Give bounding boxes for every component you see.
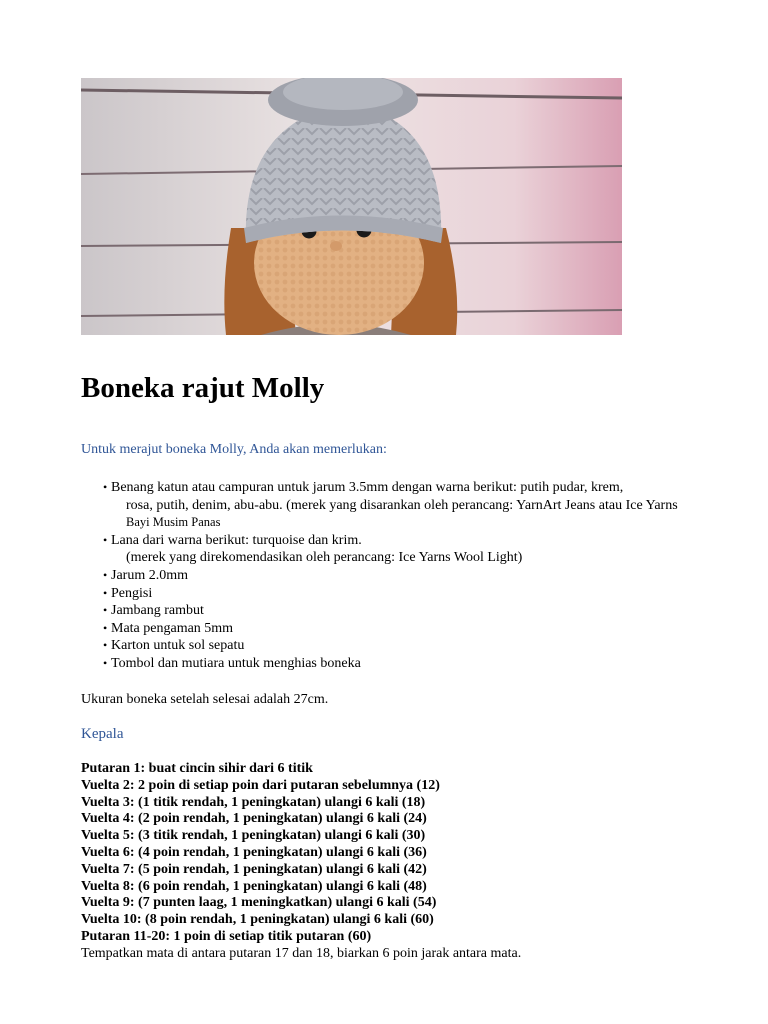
list-item: • Jarum 2.0mm	[103, 567, 743, 585]
section-heading-kepala: Kepala	[81, 726, 124, 742]
pattern-round: Putaran 1: buat cincin sihir dari 6 titik	[81, 761, 313, 776]
materials-intro: Untuk merajut boneka Molly, Anda akan memerlukan:	[81, 442, 387, 457]
pattern-round: Putaran 11-20: 1 poin di setiap titik putaran (60)	[81, 928, 372, 944]
list-item: • Karton untuk sol sepatu	[103, 637, 743, 655]
material-yarn-line3: Bayi Musim Panas	[126, 515, 221, 530]
list-item: • Pengisi	[103, 585, 743, 603]
pattern-round: Vuelta 10: (8 poin rendah, 1 peningkatan) ulangi 6 kali (60)	[81, 912, 434, 928]
list-item: • Mata pengaman 5mm	[103, 620, 743, 638]
pattern-round: Vuelta 7: (5 poin rendah, 1 peningkatan) ulangi 6 kali (42)	[81, 861, 427, 877]
pattern-round: Vuelta 6: (4 poin rendah, 1 peningkatan) ulangi 6 kali (36)	[81, 844, 427, 860]
list-item	[103, 479, 743, 532]
material-yarn-line2: rosa, putih, denim, abu-abu. (merek yang disarankan oleh perancang: YarnArt Jeans atau Ice Yarns	[126, 497, 678, 513]
material-wool-line2: (merek yang direkomendasikan oleh perancang: Ice Yarns Wool Light)	[126, 550, 523, 566]
pattern-round: Vuelta 3: (1 titik rendah, 1 peningkatan) ulangi 6 kali (18)	[81, 794, 426, 810]
list-item: • Tombol dan mutiara untuk menghias boneka	[103, 655, 743, 673]
finished-size-note: Ukuran boneka setelah selesai adalah 27cm.	[81, 692, 329, 707]
material-wool-line1: Lana dari warna berikut: turquoise dan krim.	[111, 532, 362, 548]
page-title: Boneka rajut Molly	[81, 372, 325, 404]
eye-placement-note: Tempatkan mata di antara putaran 17 dan 18, biarkan 6 poin jarak antara mata.	[81, 945, 522, 961]
pattern-round: Vuelta 4: (2 poin rendah, 1 peningkatan) ulangi 6 kali (24)	[81, 811, 427, 827]
materials-list	[103, 479, 743, 673]
list-item	[103, 532, 743, 567]
doll-photo	[81, 78, 622, 335]
material-yarn-line1: Benang katun atau campuran untuk jarum 3.5mm dengan warna berikut: putih pudar, krem,	[111, 480, 624, 495]
pattern-round: Vuelta 5: (3 titik rendah, 1 peningkatan) ulangi 6 kali (30)	[81, 828, 426, 844]
pattern-round: Vuelta 9: (7 punten laag, 1 meningkatkan) ulangi 6 kali (54)	[81, 895, 437, 911]
list-item: • Jambang rambut	[103, 602, 743, 620]
pattern-round: Vuelta 2: 2 poin di setiap poin dari putaran sebelumnya (12)	[81, 777, 440, 793]
pattern-rounds	[81, 761, 731, 963]
crochet-doll-image	[81, 78, 622, 335]
pattern-round: Vuelta 8: (6 poin rendah, 1 peningkatan) ulangi 6 kali (48)	[81, 878, 427, 894]
